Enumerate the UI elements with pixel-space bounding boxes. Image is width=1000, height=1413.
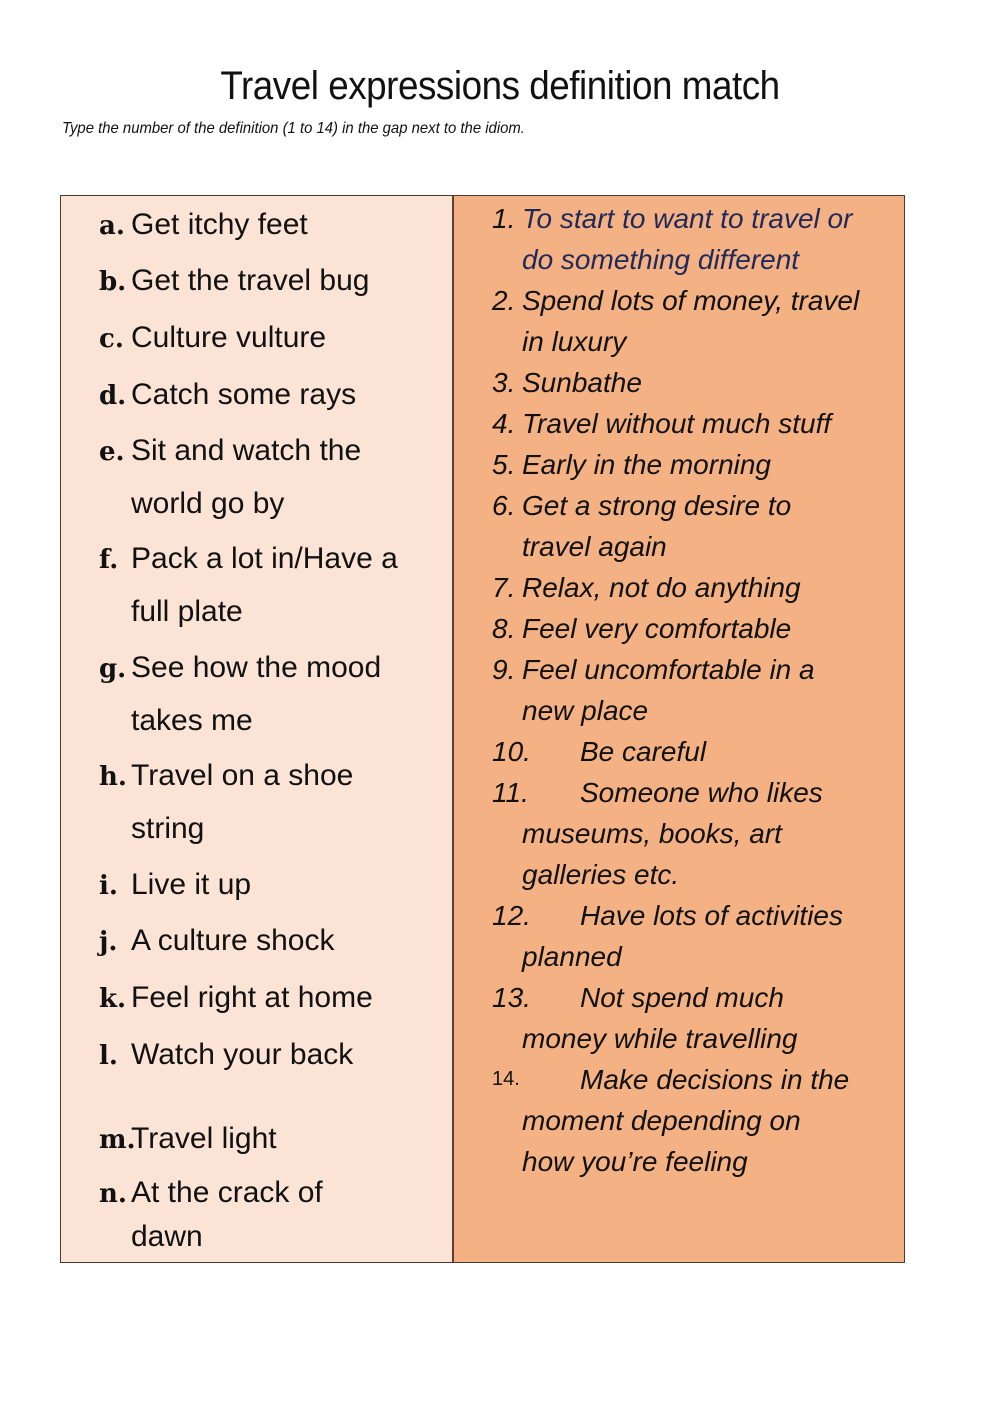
definition-text-line2: moment depending on xyxy=(522,1105,801,1136)
idiom-k[interactable] xyxy=(99,971,441,1026)
matching-table xyxy=(60,195,905,1263)
idiom-letter: g. xyxy=(99,654,127,684)
idiom-text xyxy=(131,424,441,530)
definition-text-line1: Have lots of activities xyxy=(580,900,843,931)
definition-number: 14. xyxy=(492,1068,520,1090)
definition-text-line1: Early in the morning xyxy=(522,449,772,480)
idiom-text-line1: See how the mood xyxy=(131,651,382,684)
idiom-e[interactable] xyxy=(99,424,441,530)
definition-text-line2: money while travelling xyxy=(522,1023,798,1054)
definition-text-line2: museums, books, art xyxy=(522,818,782,849)
idiom-text xyxy=(131,532,441,638)
definitions-column xyxy=(454,196,904,1262)
definition-text-line2: planned xyxy=(522,941,622,972)
definition-text-line3: galleries etc. xyxy=(522,859,680,890)
definition-text-line2: new place xyxy=(522,695,649,726)
definition-text-line1: Spend lots of money, travel xyxy=(522,285,860,316)
idiom-letter: b. xyxy=(99,267,127,297)
definition-number: 10. xyxy=(492,736,531,767)
idiom-text: Get the travel bug xyxy=(131,264,370,297)
definition-5 xyxy=(492,444,892,485)
idiom-letter: n. xyxy=(99,1179,127,1209)
idiom-text-line1: At the crack of xyxy=(131,1176,323,1209)
definition-7 xyxy=(492,567,892,608)
definition-text-line3: how you’re feeling xyxy=(522,1146,748,1177)
definition-text-line1: Travel without much stuff xyxy=(522,408,832,439)
idiom-l[interactable] xyxy=(99,1028,441,1083)
idiom-text-line1: Travel on a shoe xyxy=(131,759,354,792)
definition-number: 3. xyxy=(492,367,516,398)
definition-13 xyxy=(492,977,892,1059)
definition-text-line1: Someone who likes xyxy=(580,777,823,808)
idiom-text-line2: world go by xyxy=(131,487,285,520)
idiom-letter: l. xyxy=(99,1041,118,1071)
idiom-text-line2: full plate xyxy=(131,595,243,628)
definition-11 xyxy=(492,772,892,895)
idiom-j[interactable] xyxy=(99,914,441,969)
idiom-b[interactable] xyxy=(99,254,441,309)
idiom-letter: k. xyxy=(99,984,127,1014)
definition-text-line1: Feel very comfortable xyxy=(522,613,792,644)
idiom-letter: j. xyxy=(99,927,118,957)
idiom-letter: c. xyxy=(99,324,124,354)
definition-number: 1. xyxy=(492,203,516,234)
idiom-i[interactable] xyxy=(99,858,441,913)
definition-1 xyxy=(492,198,892,280)
definition-9 xyxy=(492,649,892,731)
definition-text-line1: Sunbathe xyxy=(522,367,642,398)
definition-text-line1: Not spend much xyxy=(580,982,784,1013)
definition-number: 13. xyxy=(492,982,531,1013)
definition-text-line1: Get a strong desire to xyxy=(522,490,792,521)
definition-12 xyxy=(492,895,892,977)
definition-14 xyxy=(492,1059,892,1182)
idiom-text: Live it up xyxy=(131,868,252,901)
idiom-g[interactable] xyxy=(99,641,441,747)
idiom-text: Feel right at home xyxy=(131,981,373,1014)
definition-number: 12. xyxy=(492,900,531,931)
definition-number: 8. xyxy=(492,613,516,644)
page-title: Travel expressions definition match xyxy=(220,64,780,108)
idiom-letter: a. xyxy=(99,211,125,241)
idiom-m[interactable] xyxy=(99,1112,441,1167)
idiom-text: A culture shock xyxy=(131,924,335,957)
idiom-c[interactable] xyxy=(99,311,441,366)
idiom-text: Get itchy feet xyxy=(131,208,308,241)
idiom-text: Watch your back xyxy=(131,1038,354,1071)
idiom-text-line2: string xyxy=(131,812,205,845)
idiom-letter: d. xyxy=(99,381,127,411)
definition-number: 6. xyxy=(492,490,516,521)
definition-10 xyxy=(492,731,892,772)
definition-number: 7. xyxy=(492,572,516,603)
definition-2 xyxy=(492,280,892,362)
definition-4 xyxy=(492,403,892,444)
definition-text-line1: Be careful xyxy=(580,736,707,767)
definition-3 xyxy=(492,362,892,403)
definition-text-line2: in luxury xyxy=(522,326,627,357)
idiom-h[interactable] xyxy=(99,749,441,855)
definition-text-line1: Make decisions in the xyxy=(580,1064,850,1095)
definition-8 xyxy=(492,608,892,649)
idiom-text: Travel light xyxy=(131,1122,277,1155)
idiom-letter: m. xyxy=(99,1125,136,1155)
idiom-text-line2: takes me xyxy=(131,704,253,737)
idiom-text: Culture vulture xyxy=(131,321,327,354)
idiom-n[interactable] xyxy=(99,1171,441,1259)
idiom-letter: e. xyxy=(99,437,125,467)
idiom-d[interactable] xyxy=(99,368,441,423)
definition-text-line1: Relax, not do anything xyxy=(522,572,801,603)
definition-text-line1: Feel uncomfortable in a xyxy=(522,654,815,685)
idiom-text-line2: dawn xyxy=(131,1220,203,1253)
idiom-text xyxy=(131,1171,441,1259)
idiom-letter: i. xyxy=(99,871,118,901)
idiom-a[interactable] xyxy=(99,198,441,253)
idiom-text xyxy=(131,641,441,747)
definition-text-line2: do something different xyxy=(522,244,800,275)
idiom-text xyxy=(131,749,441,855)
definition-number: 11. xyxy=(492,777,529,808)
definition-text-line1: To start to want to travel or xyxy=(522,203,853,234)
idiom-f[interactable] xyxy=(99,532,441,638)
instructions: Type the number of the definition (1 to 14) in the gap next to the idiom. xyxy=(62,120,525,137)
definition-number: 5. xyxy=(492,449,516,480)
definition-number: 4. xyxy=(492,408,516,439)
definition-text-line2: travel again xyxy=(522,531,667,562)
idiom-text: Catch some rays xyxy=(131,378,357,411)
idiom-text-line1: Pack a lot in/Have a xyxy=(131,542,398,575)
idiom-letter: h. xyxy=(99,762,127,792)
definition-number: 2. xyxy=(492,285,516,316)
definition-number: 9. xyxy=(492,654,516,685)
idiom-letter: f. xyxy=(99,545,119,575)
idiom-text-line1: Sit and watch the xyxy=(131,434,362,467)
definition-6 xyxy=(492,485,892,567)
idioms-column xyxy=(61,196,454,1262)
